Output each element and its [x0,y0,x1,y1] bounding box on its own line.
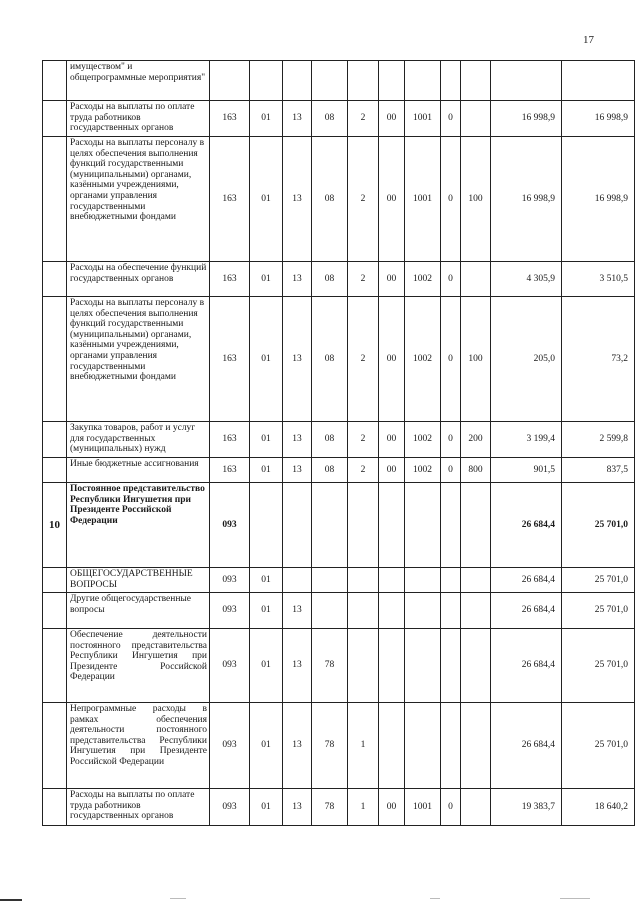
row-number [43,137,67,262]
ministry-code [210,61,250,101]
page-number: 17 [583,34,594,46]
planned-amount: 26 684,4 [491,703,562,789]
subsection-code [283,483,312,568]
row-number [43,593,67,629]
target-code [441,629,461,703]
event-code: 00 [379,262,405,297]
program-code [312,61,348,101]
executed-amount: 837,5 [562,458,635,483]
scan-dash [560,898,590,899]
table-row [43,422,635,458]
subsection-code: 13 [283,629,312,703]
section-code: 01 [250,137,283,262]
row-number [43,262,67,297]
planned-amount: 26 684,4 [491,483,562,568]
executed-amount: 25 701,0 [562,483,635,568]
subprogram-code: 2 [348,262,379,297]
section-code: 01 [250,101,283,137]
executed-amount [562,61,635,101]
direction-code [405,629,441,703]
subsection-code [283,61,312,101]
row-number [43,703,67,789]
section-code: 01 [250,789,283,826]
program-code: 08 [312,297,348,422]
program-code: 08 [312,458,348,483]
direction-code: 1002 [405,297,441,422]
subprogram-code [348,568,379,593]
program-code [312,568,348,593]
planned-amount: 16 998,9 [491,137,562,262]
expense-type-code [461,703,491,789]
ministry-code: 093 [210,789,250,826]
row-name: Расходы на выплаты персоналу в целях обеспечения выполнения функций государственными (муниципальными) органами, казёнными учреждениями, органами управления государственными внебюджетными фондами [67,297,210,422]
row-number: 10 [43,483,67,568]
table-row [43,703,635,789]
event-code [379,703,405,789]
ministry-code: 093 [210,568,250,593]
executed-amount: 2 599,8 [562,422,635,458]
table-row [43,101,635,137]
ministry-code: 093 [210,629,250,703]
executed-amount: 25 701,0 [562,703,635,789]
program-code: 78 [312,789,348,826]
event-code [379,568,405,593]
section-code: 01 [250,629,283,703]
event-code [379,629,405,703]
direction-code: 1001 [405,101,441,137]
subsection-code: 13 [283,101,312,137]
program-code: 78 [312,703,348,789]
event-code: 00 [379,422,405,458]
program-code [312,483,348,568]
program-code: 08 [312,422,348,458]
expense-type-code [461,262,491,297]
planned-amount [491,61,562,101]
subsection-code: 13 [283,458,312,483]
planned-amount: 26 684,4 [491,568,562,593]
expense-type-code: 100 [461,297,491,422]
row-name: Закупка товаров, работ и услуг для государственных (муниципальных) нужд [67,422,210,458]
subprogram-code: 1 [348,703,379,789]
planned-amount: 26 684,4 [491,593,562,629]
direction-code: 1002 [405,422,441,458]
executed-amount: 3 510,5 [562,262,635,297]
table-row [43,629,635,703]
executed-amount: 18 640,2 [562,789,635,826]
row-number [43,422,67,458]
planned-amount: 901,5 [491,458,562,483]
table-row [43,297,635,422]
row-name: Непрограммные расходы в рамках обеспечения деятельности постоянного представительства Республики Ингушетия при Президенте Российской Федерации [67,703,210,789]
target-code [441,61,461,101]
ministry-code: 093 [210,703,250,789]
subsection-code: 13 [283,422,312,458]
program-code: 78 [312,629,348,703]
expense-type-code [461,61,491,101]
row-number [43,568,67,593]
section-code [250,61,283,101]
ministry-code: 163 [210,137,250,262]
expense-type-code [461,593,491,629]
page-edge-mark [0,899,22,901]
executed-amount: 25 701,0 [562,629,635,703]
subprogram-code [348,629,379,703]
direction-code: 1001 [405,137,441,262]
subprogram-code [348,483,379,568]
planned-amount: 4 305,9 [491,262,562,297]
section-code: 01 [250,458,283,483]
subsection-code: 13 [283,297,312,422]
subsection-code: 13 [283,703,312,789]
row-name: Расходы на выплаты персоналу в целях обеспечения выполнения функций государственными (муниципальными) органами, казёнными учреждениями, органами управления государственными внебюджетными фондами [67,137,210,262]
direction-code: 1002 [405,262,441,297]
table-row [43,137,635,262]
direction-code [405,593,441,629]
ministry-code: 163 [210,297,250,422]
scan-dash [170,898,186,899]
event-code: 00 [379,137,405,262]
event-code [379,593,405,629]
target-code: 0 [441,297,461,422]
event-code: 00 [379,101,405,137]
direction-code [405,703,441,789]
ministry-code: 163 [210,458,250,483]
subprogram-code: 2 [348,297,379,422]
target-code: 0 [441,458,461,483]
target-code: 0 [441,101,461,137]
direction-code [405,61,441,101]
section-code [250,483,283,568]
target-code: 0 [441,422,461,458]
subsection-code: 13 [283,137,312,262]
scan-dash [430,898,440,899]
program-code: 08 [312,101,348,137]
row-number [43,101,67,137]
ministry-code: 163 [210,101,250,137]
target-code [441,568,461,593]
section-code: 01 [250,593,283,629]
target-code [441,703,461,789]
subprogram-code [348,593,379,629]
row-name: Расходы на обеспечение функций государственных органов [67,262,210,297]
budget-table [42,60,635,826]
section-code: 01 [250,262,283,297]
expense-type-code [461,101,491,137]
target-code [441,483,461,568]
planned-amount: 19 383,7 [491,789,562,826]
program-code: 08 [312,262,348,297]
subsection-code: 13 [283,262,312,297]
row-name: Постоянное представительство Республики Ингушетия при Президенте Российской Федерации [67,483,210,568]
section-code: 01 [250,422,283,458]
target-code: 0 [441,262,461,297]
ministry-code: 093 [210,483,250,568]
section-code: 01 [250,568,283,593]
subsection-code: 13 [283,593,312,629]
table-row [43,789,635,826]
planned-amount: 26 684,4 [491,629,562,703]
event-code [379,483,405,568]
subprogram-code: 2 [348,137,379,262]
section-code: 01 [250,297,283,422]
section-code: 01 [250,703,283,789]
planned-amount: 16 998,9 [491,101,562,137]
direction-code [405,483,441,568]
row-name: имуществом" и общепрограммные мероприятия" [67,61,210,101]
row-name: Расходы на выплаты по оплате труда работников государственных органов [67,789,210,826]
subprogram-code: 2 [348,458,379,483]
table-row [43,61,635,101]
planned-amount: 3 199,4 [491,422,562,458]
event-code: 00 [379,458,405,483]
subsection-code [283,568,312,593]
ministry-code: 093 [210,593,250,629]
program-code [312,593,348,629]
subprogram-code: 1 [348,789,379,826]
subprogram-code [348,61,379,101]
event-code [379,61,405,101]
direction-code [405,568,441,593]
expense-type-code [461,483,491,568]
row-name: ОБЩЕГОСУДАРСТВЕННЫЕ ВОПРОСЫ [67,568,210,593]
program-code: 08 [312,137,348,262]
planned-amount: 205,0 [491,297,562,422]
executed-amount: 25 701,0 [562,568,635,593]
row-number [43,61,67,101]
subprogram-code: 2 [348,101,379,137]
row-number [43,297,67,422]
ministry-code: 163 [210,422,250,458]
table-row [43,458,635,483]
expense-type-code [461,629,491,703]
event-code: 00 [379,789,405,826]
executed-amount: 73,2 [562,297,635,422]
target-code [441,593,461,629]
table-row [43,568,635,593]
row-number [43,629,67,703]
table-row [43,593,635,629]
target-code: 0 [441,137,461,262]
event-code: 00 [379,297,405,422]
executed-amount: 25 701,0 [562,593,635,629]
direction-code: 1002 [405,458,441,483]
subprogram-code: 2 [348,422,379,458]
expense-type-code: 800 [461,458,491,483]
row-name: Иные бюджетные ассигнования [67,458,210,483]
table-row [43,483,635,568]
row-name: Другие общегосударственные вопросы [67,593,210,629]
expense-type-code: 100 [461,137,491,262]
expense-type-code [461,789,491,826]
direction-code: 1001 [405,789,441,826]
table-row [43,262,635,297]
target-code: 0 [441,789,461,826]
row-name: Обеспечение деятельности постоянного представительства Республики Ингушетия при Президенте Российской Федерации [67,629,210,703]
ministry-code: 163 [210,262,250,297]
executed-amount: 16 998,9 [562,137,635,262]
expense-type-code: 200 [461,422,491,458]
row-number [43,458,67,483]
row-number [43,789,67,826]
executed-amount: 16 998,9 [562,101,635,137]
subsection-code: 13 [283,789,312,826]
table-body [43,61,635,826]
row-name: Расходы на выплаты по оплате труда работников государственных органов [67,101,210,137]
expense-type-code [461,568,491,593]
